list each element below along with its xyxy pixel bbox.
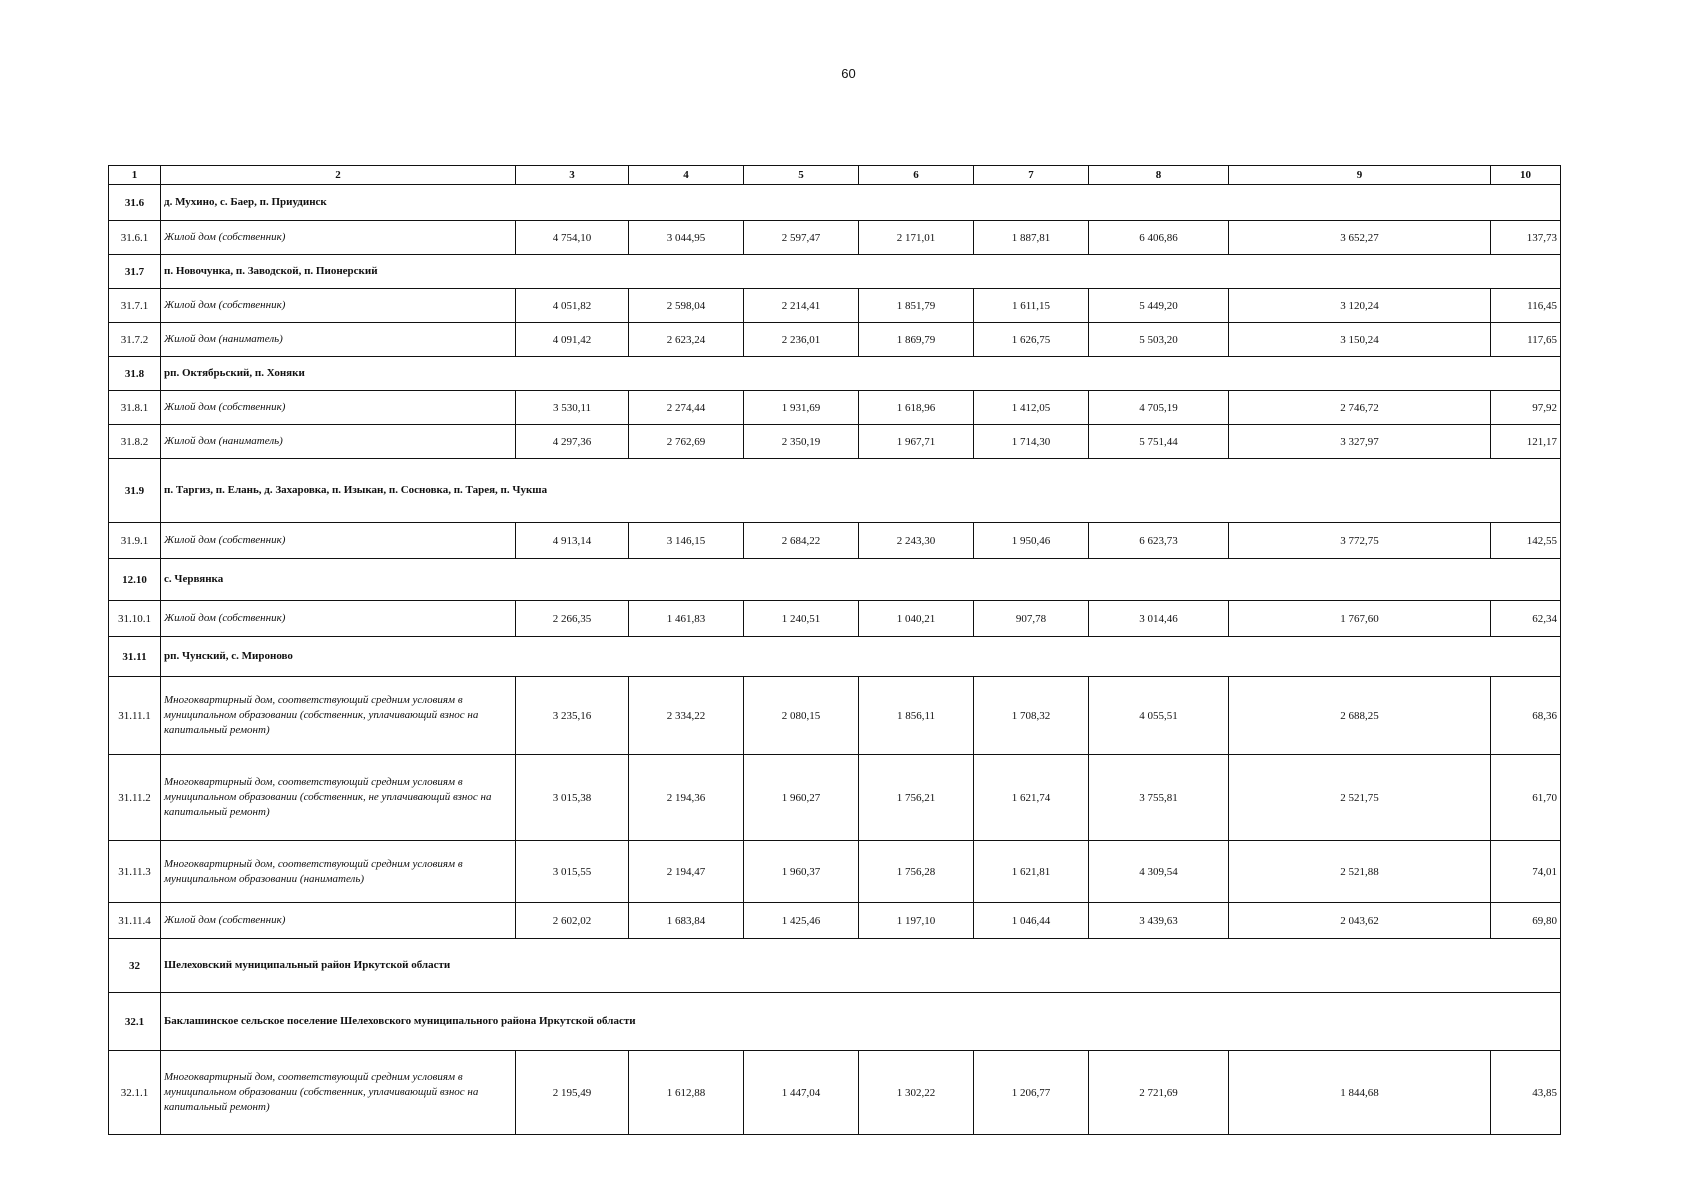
value-cell: 1 756,28 bbox=[859, 841, 974, 903]
value-cell: 1 621,74 bbox=[974, 755, 1089, 841]
value-cell: 74,01 bbox=[1491, 841, 1561, 903]
value-cell: 5 503,20 bbox=[1089, 323, 1229, 357]
value-cell: 5 449,20 bbox=[1089, 289, 1229, 323]
header-cell: 5 bbox=[744, 166, 859, 185]
value-cell: 3 652,27 bbox=[1229, 221, 1491, 255]
header-cell: 10 bbox=[1491, 166, 1561, 185]
value-cell: 2 236,01 bbox=[744, 323, 859, 357]
table-row bbox=[109, 523, 1561, 559]
section-title: Баклашинское сельское поселение Шелеховского муниципального района Иркутской области bbox=[161, 993, 1561, 1051]
housing-type: Жилой дом (собственник) bbox=[161, 289, 516, 323]
row-code: 31.7 bbox=[109, 255, 161, 289]
table-row bbox=[109, 425, 1561, 459]
header-cell: 1 bbox=[109, 166, 161, 185]
value-cell: 2 521,88 bbox=[1229, 841, 1491, 903]
row-code: 31.9.1 bbox=[109, 523, 161, 559]
section-title: д. Мухино, с. Баер, п. Приудинск bbox=[161, 185, 1561, 221]
value-cell: 4 705,19 bbox=[1089, 391, 1229, 425]
value-cell: 3 530,11 bbox=[516, 391, 629, 425]
value-cell: 1 612,88 bbox=[629, 1051, 744, 1135]
value-cell: 1 618,96 bbox=[859, 391, 974, 425]
value-cell: 116,45 bbox=[1491, 289, 1561, 323]
value-cell: 1 960,27 bbox=[744, 755, 859, 841]
value-cell: 1 950,46 bbox=[974, 523, 1089, 559]
housing-type: Жилой дом (наниматель) bbox=[161, 323, 516, 357]
header-cell: 6 bbox=[859, 166, 974, 185]
housing-type: Многоквартирный дом, соответствующий средним условиям в муниципальном образовании (собственник, уплачивающий взнос на капитальный ремонт) bbox=[161, 1051, 516, 1135]
table-row bbox=[109, 841, 1561, 903]
section-row bbox=[109, 255, 1561, 289]
value-cell: 1 461,83 bbox=[629, 601, 744, 637]
value-cell: 2 194,47 bbox=[629, 841, 744, 903]
value-cell: 6 406,86 bbox=[1089, 221, 1229, 255]
header-cell: 4 bbox=[629, 166, 744, 185]
value-cell: 2 214,41 bbox=[744, 289, 859, 323]
value-cell: 2 623,24 bbox=[629, 323, 744, 357]
housing-type: Жилой дом (собственник) bbox=[161, 221, 516, 255]
value-cell: 2 350,19 bbox=[744, 425, 859, 459]
value-cell: 97,92 bbox=[1491, 391, 1561, 425]
value-cell: 3 044,95 bbox=[629, 221, 744, 255]
value-cell: 6 623,73 bbox=[1089, 523, 1229, 559]
section-row bbox=[109, 559, 1561, 601]
housing-type: Жилой дом (собственник) bbox=[161, 903, 516, 939]
value-cell: 1 767,60 bbox=[1229, 601, 1491, 637]
value-cell: 2 602,02 bbox=[516, 903, 629, 939]
value-cell: 1 611,15 bbox=[974, 289, 1089, 323]
housing-type: Жилой дом (собственник) bbox=[161, 391, 516, 425]
value-cell: 1 621,81 bbox=[974, 841, 1089, 903]
value-cell: 2 521,75 bbox=[1229, 755, 1491, 841]
value-cell: 1 856,11 bbox=[859, 677, 974, 755]
row-code: 31.11.1 bbox=[109, 677, 161, 755]
table-row bbox=[109, 1051, 1561, 1135]
value-cell: 4 309,54 bbox=[1089, 841, 1229, 903]
value-cell: 2 746,72 bbox=[1229, 391, 1491, 425]
header-cell: 3 bbox=[516, 166, 629, 185]
table-row bbox=[109, 391, 1561, 425]
header-cell: 2 bbox=[161, 166, 516, 185]
row-code: 31.8 bbox=[109, 357, 161, 391]
section-row bbox=[109, 637, 1561, 677]
row-code: 31.11 bbox=[109, 637, 161, 677]
header-cell: 9 bbox=[1229, 166, 1491, 185]
table-row bbox=[109, 755, 1561, 841]
value-cell: 4 913,14 bbox=[516, 523, 629, 559]
value-cell: 2 080,15 bbox=[744, 677, 859, 755]
value-cell: 2 194,36 bbox=[629, 755, 744, 841]
value-cell: 4 297,36 bbox=[516, 425, 629, 459]
value-cell: 1 040,21 bbox=[859, 601, 974, 637]
value-cell: 62,34 bbox=[1491, 601, 1561, 637]
value-cell: 1 851,79 bbox=[859, 289, 974, 323]
value-cell: 1 412,05 bbox=[974, 391, 1089, 425]
row-code: 31.8.2 bbox=[109, 425, 161, 459]
value-cell: 2 597,47 bbox=[744, 221, 859, 255]
value-cell: 1 844,68 bbox=[1229, 1051, 1491, 1135]
value-cell: 1 302,22 bbox=[859, 1051, 974, 1135]
section-title: рп. Октябрьский, п. Хоняки bbox=[161, 357, 1561, 391]
row-code: 31.11.2 bbox=[109, 755, 161, 841]
value-cell: 2 762,69 bbox=[629, 425, 744, 459]
value-cell: 4 091,42 bbox=[516, 323, 629, 357]
value-cell: 5 751,44 bbox=[1089, 425, 1229, 459]
section-row bbox=[109, 939, 1561, 993]
housing-type: Жилой дом (собственник) bbox=[161, 601, 516, 637]
value-cell: 117,65 bbox=[1491, 323, 1561, 357]
value-cell: 3 755,81 bbox=[1089, 755, 1229, 841]
value-cell: 2 266,35 bbox=[516, 601, 629, 637]
housing-type: Многоквартирный дом, соответствующий средним условиям в муниципальном образовании (наниматель) bbox=[161, 841, 516, 903]
header-cell: 7 bbox=[974, 166, 1089, 185]
value-cell: 3 327,97 bbox=[1229, 425, 1491, 459]
section-row bbox=[109, 185, 1561, 221]
table-row bbox=[109, 221, 1561, 255]
section-title: п. Таргиз, п. Елань, д. Захаровка, п. Изыкан, п. Сосновка, п. Тарея, п. Чукша bbox=[161, 459, 1561, 523]
row-code: 31.9 bbox=[109, 459, 161, 523]
row-code: 12.10 bbox=[109, 559, 161, 601]
value-cell: 2 171,01 bbox=[859, 221, 974, 255]
value-cell: 1 967,71 bbox=[859, 425, 974, 459]
value-cell: 142,55 bbox=[1491, 523, 1561, 559]
value-cell: 2 243,30 bbox=[859, 523, 974, 559]
value-cell: 2 334,22 bbox=[629, 677, 744, 755]
row-code: 31.7.1 bbox=[109, 289, 161, 323]
value-cell: 69,80 bbox=[1491, 903, 1561, 939]
value-cell: 3 150,24 bbox=[1229, 323, 1491, 357]
row-code: 31.6 bbox=[109, 185, 161, 221]
value-cell: 1 197,10 bbox=[859, 903, 974, 939]
table-body bbox=[109, 166, 1561, 1135]
row-code: 32.1 bbox=[109, 993, 161, 1051]
value-cell: 1 869,79 bbox=[859, 323, 974, 357]
value-cell: 121,17 bbox=[1491, 425, 1561, 459]
value-cell: 907,78 bbox=[974, 601, 1089, 637]
value-cell: 1 756,21 bbox=[859, 755, 974, 841]
header-cell: 8 bbox=[1089, 166, 1229, 185]
section-title: п. Новочунка, п. Заводской, п. Пионерский bbox=[161, 255, 1561, 289]
housing-type: Жилой дом (наниматель) bbox=[161, 425, 516, 459]
value-cell: 61,70 bbox=[1491, 755, 1561, 841]
row-code: 31.6.1 bbox=[109, 221, 161, 255]
page-number: 60 bbox=[841, 66, 856, 81]
table-row bbox=[109, 903, 1561, 939]
value-cell: 137,73 bbox=[1491, 221, 1561, 255]
value-cell: 1 626,75 bbox=[974, 323, 1089, 357]
value-cell: 3 146,15 bbox=[629, 523, 744, 559]
value-cell: 2 684,22 bbox=[744, 523, 859, 559]
value-cell: 2 721,69 bbox=[1089, 1051, 1229, 1135]
value-cell: 68,36 bbox=[1491, 677, 1561, 755]
section-row bbox=[109, 357, 1561, 391]
value-cell: 1 425,46 bbox=[744, 903, 859, 939]
housing-type: Жилой дом (собственник) bbox=[161, 523, 516, 559]
value-cell: 3 235,16 bbox=[516, 677, 629, 755]
value-cell: 1 960,37 bbox=[744, 841, 859, 903]
value-cell: 4 051,82 bbox=[516, 289, 629, 323]
value-cell: 1 708,32 bbox=[974, 677, 1089, 755]
value-cell: 3 772,75 bbox=[1229, 523, 1491, 559]
value-cell: 3 015,55 bbox=[516, 841, 629, 903]
value-cell: 3 014,46 bbox=[1089, 601, 1229, 637]
row-code: 31.10.1 bbox=[109, 601, 161, 637]
table-row bbox=[109, 601, 1561, 637]
value-cell: 3 015,38 bbox=[516, 755, 629, 841]
value-cell: 1 714,30 bbox=[974, 425, 1089, 459]
section-row bbox=[109, 993, 1561, 1051]
section-title: с. Червянка bbox=[161, 559, 1561, 601]
row-code: 32 bbox=[109, 939, 161, 993]
value-cell: 1 206,77 bbox=[974, 1051, 1089, 1135]
table-row bbox=[109, 323, 1561, 357]
row-code: 31.8.1 bbox=[109, 391, 161, 425]
value-cell: 2 195,49 bbox=[516, 1051, 629, 1135]
row-code: 31.11.4 bbox=[109, 903, 161, 939]
value-cell: 4 055,51 bbox=[1089, 677, 1229, 755]
row-code: 32.1.1 bbox=[109, 1051, 161, 1135]
housing-type: Многоквартирный дом, соответствующий средним условиям в муниципальном образовании (собственник, не уплачивающий взнос на капитальный ремонт) bbox=[161, 755, 516, 841]
table-row bbox=[109, 289, 1561, 323]
value-cell: 1 240,51 bbox=[744, 601, 859, 637]
value-cell: 1 931,69 bbox=[744, 391, 859, 425]
value-cell: 3 439,63 bbox=[1089, 903, 1229, 939]
value-cell: 3 120,24 bbox=[1229, 289, 1491, 323]
section-title: Шелеховский муниципальный район Иркутской области bbox=[161, 939, 1561, 993]
row-code: 31.11.3 bbox=[109, 841, 161, 903]
value-cell: 1 046,44 bbox=[974, 903, 1089, 939]
header-row bbox=[109, 166, 1561, 185]
value-cell: 4 754,10 bbox=[516, 221, 629, 255]
value-cell: 43,85 bbox=[1491, 1051, 1561, 1135]
value-cell: 1 887,81 bbox=[974, 221, 1089, 255]
value-cell: 1 447,04 bbox=[744, 1051, 859, 1135]
value-cell: 2 688,25 bbox=[1229, 677, 1491, 755]
value-cell: 2 043,62 bbox=[1229, 903, 1491, 939]
table-row bbox=[109, 677, 1561, 755]
value-cell: 1 683,84 bbox=[629, 903, 744, 939]
row-code: 31.7.2 bbox=[109, 323, 161, 357]
housing-type: Многоквартирный дом, соответствующий средним условиям в муниципальном образовании (собственник, уплачивающий взнос на капитальный ремонт) bbox=[161, 677, 516, 755]
value-cell: 2 598,04 bbox=[629, 289, 744, 323]
tariff-table bbox=[108, 165, 1561, 1135]
section-title: рп. Чунский, с. Мироново bbox=[161, 637, 1561, 677]
value-cell: 2 274,44 bbox=[629, 391, 744, 425]
section-row bbox=[109, 459, 1561, 523]
